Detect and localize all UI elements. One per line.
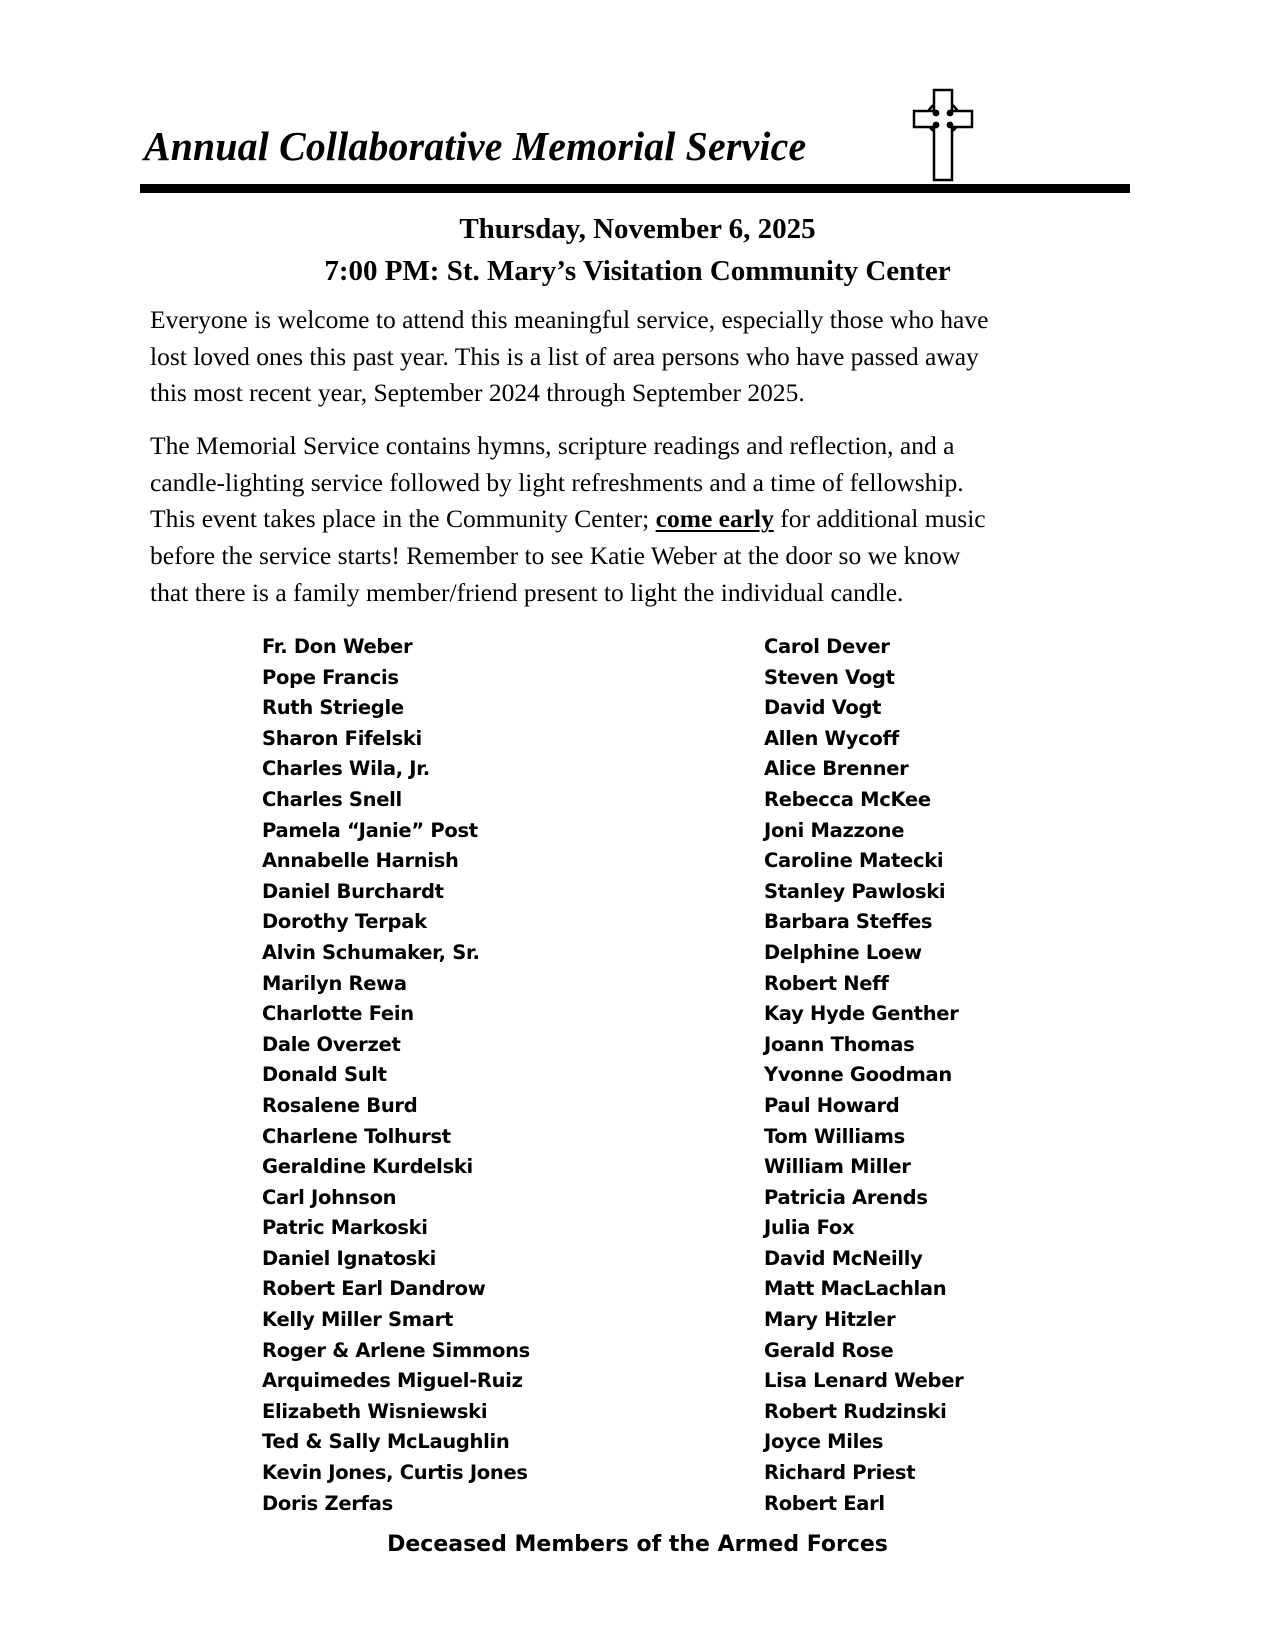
name-entry: Dale Overzet [262,1032,401,1056]
names-list-right [764,632,963,1519]
name-entry: Steven Vogt [764,665,895,689]
come-early-emphasis: come early [655,504,774,534]
names-list-left [262,632,530,1519]
name-entry: Pamela “Janie” Post [262,818,478,842]
intro-line: Everyone is welcome to attend this meaningful service, especially those who have [150,305,989,334]
name-entry: Yvonne Goodman [764,1063,952,1087]
name-entry: Allen Wycoff [764,726,899,750]
name-entry: Charlotte Fein [262,1002,414,1026]
name-entry: Fr. Don Weber [262,635,413,658]
name-entry: Gerald Rose [764,1338,894,1362]
name-entry: Ted & Sally McLaughlin [262,1430,510,1454]
name-entry: Arquimedes Miguel-Ruiz [262,1369,523,1393]
name-entry: David Vogt [764,696,882,720]
name-entry: Rosalene Burd [262,1093,418,1117]
name-entry: Delphine Loew [764,940,922,964]
name-entry: Carol Dever [764,635,890,658]
name-entry: Charles Wila, Jr. [262,757,430,781]
event-time-location: 7:00 PM: St. Mary’s Visitation Community Center [324,255,951,287]
name-entry: Robert Earl Dandrow [262,1277,486,1301]
name-entry: Daniel Ignatoski [262,1246,437,1270]
name-entry: Lisa Lenard Weber [764,1369,964,1393]
name-entry: William Miller [764,1155,911,1179]
name-entry: Alice Brenner [764,757,909,781]
name-entry: Geraldine Kurdelski [262,1155,473,1179]
name-entry: Annabelle Harnish [262,849,459,873]
event-date: Thursday, November 6, 2025 [459,213,816,245]
name-entry: Matt MacLachlan [764,1277,947,1301]
details-line: The Memorial Service contains hymns, scripture readings and reflection, and a [150,431,955,460]
intro-paragraph [150,302,1150,412]
details-line: that there is a family member/friend present to light the individual candle. [150,577,904,607]
celtic-cross-icon [910,88,976,182]
name-entry: Tom Williams [764,1124,905,1148]
name-entry: Mary Hitzler [764,1308,896,1332]
title-divider [140,184,1130,193]
name-entry: Sharon Fifelski [262,726,422,750]
name-entry: Richard Priest [764,1461,916,1485]
name-entry: Roger & Arlene Simmons [262,1338,530,1362]
name-entry: Carl Johnson [262,1185,397,1209]
details-paragraph [150,428,1150,612]
name-entry: Patricia Arends [764,1185,928,1209]
name-entry: Alvin Schumaker, Sr. [262,940,480,964]
details-text: for additional music [773,504,986,534]
name-entry: Joann Thomas [764,1032,915,1056]
name-entry: Doris Zerfas [262,1491,393,1515]
name-entry: Caroline Matecki [764,849,944,873]
name-entry: Kelly Miller Smart [262,1308,454,1332]
name-entry: Julia Fox [764,1216,855,1240]
name-entry: Ruth Striegle [262,696,404,720]
name-entry: Kay Hyde Genther [764,1002,959,1026]
intro-line: lost loved ones this past year. This is a list of area persons who have passed away [150,341,979,371]
name-entry: Charlene Tolhurst [262,1124,451,1148]
name-entry: Patric Markoski [262,1216,428,1240]
name-entry: Elizabeth Wisniewski [262,1399,488,1423]
intro-line: this most recent year, September 2024 through September 2025. [150,378,805,408]
name-entry: Joni Mazzone [764,818,905,842]
name-entry: David McNeilly [764,1246,923,1270]
name-entry: Robert Earl [764,1491,885,1515]
details-text: This event takes place in the Community Center; [150,504,656,534]
name-entry: Robert Neff [764,971,889,995]
name-entry: Dorothy Terpak [262,910,427,934]
name-entry: Donald Sult [262,1063,387,1087]
document-title: Annual Collaborative Memorial Service [144,123,807,169]
name-entry: Stanley Pawloski [764,879,946,903]
name-entry: Kevin Jones, Curtis Jones [262,1461,528,1485]
name-entry: Charles Snell [262,787,402,811]
name-entry: Barbara Steffes [764,910,933,934]
name-entry: Rebecca McKee [764,787,931,811]
name-entry: Robert Rudzinski [764,1399,947,1423]
name-entry: Marilyn Rewa [262,971,407,995]
name-entry: Pope Francis [262,665,399,689]
name-entry: Paul Howard [764,1093,900,1117]
details-line [150,501,1150,538]
name-entry: Joyce Miles [764,1430,884,1454]
details-line: candle-lighting service followed by light refreshments and a time of fellowship. [150,467,964,497]
name-entry: Daniel Burchardt [262,879,444,903]
details-line: before the service starts! Remember to see Katie Weber at the door so we know [150,541,961,571]
armed-forces-heading: Deceased Members of the Armed Forces [387,1532,888,1557]
